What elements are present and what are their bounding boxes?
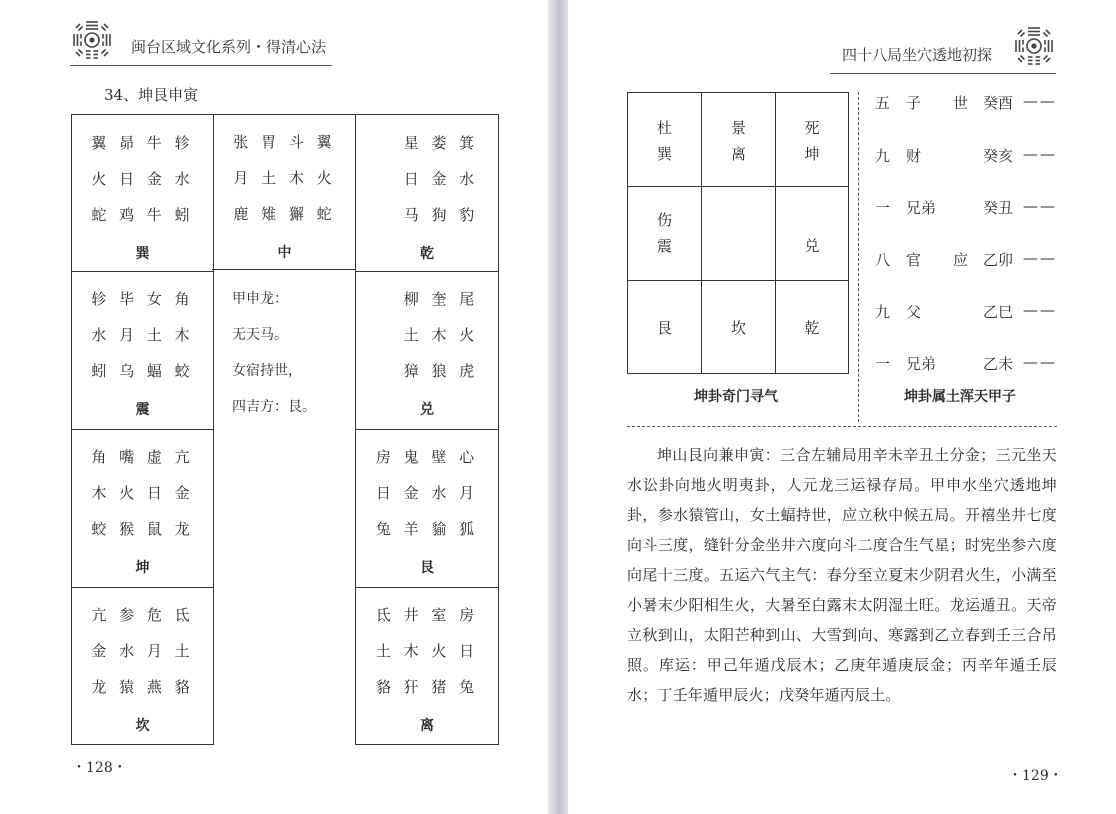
palace-cell-qian xyxy=(356,115,498,272)
mansion-line: 角 嘴 虚 亢 xyxy=(91,448,194,466)
palace-name: 乾 xyxy=(420,246,434,262)
dashed-divider-vertical xyxy=(858,92,859,422)
animal-line: 鹿 雉 獬 蛇 xyxy=(233,205,336,223)
header-rule-left xyxy=(70,65,332,66)
qimen-cell xyxy=(702,187,776,281)
animal-line: 獐 狼 虎 xyxy=(403,362,479,380)
qimen-cell: 艮 xyxy=(628,281,702,373)
mansion-line: 氐 井 室 房 xyxy=(375,606,479,624)
page-number-right: ・129・ xyxy=(1008,768,1063,784)
yao-caption: 坤卦属土浑天甲子 xyxy=(904,389,1016,405)
center-note-line: 女宿持世， xyxy=(232,363,302,379)
qimen-cell: 死 坤 xyxy=(776,93,848,187)
animal-line: 马 狗 豹 xyxy=(403,206,479,224)
center-note-line: 甲申龙： xyxy=(232,291,288,307)
palace-cell-kun xyxy=(72,430,213,588)
palace-cell-xun xyxy=(72,115,213,272)
palace-cell-gen xyxy=(356,430,498,588)
yao-row: 一 兄弟 癸丑 —— xyxy=(875,197,1057,217)
palace-name: 兑 xyxy=(420,402,434,418)
element-line: 火 日 金 水 xyxy=(91,170,194,188)
element-line: 月 土 木 火 xyxy=(233,169,336,187)
center-note-line: 无天马。 xyxy=(232,327,288,343)
header-rule-right xyxy=(830,73,1056,74)
page-number-left: ・128・ xyxy=(72,760,127,776)
mansion-line: 柳 奎 尾 xyxy=(403,290,479,308)
palace-name: 艮 xyxy=(420,560,434,576)
yao-row: 九 父 乙巳 —— xyxy=(875,301,1057,321)
animal-line: 兔 羊 貐 狐 xyxy=(375,520,479,538)
element-line: 水 月 土 木 xyxy=(91,326,194,344)
section-title: 34、坤艮申寅 xyxy=(104,86,199,104)
nine-palace-left-column xyxy=(71,114,214,745)
element-line: 日 金 水 xyxy=(403,170,479,188)
dashed-divider-horizontal xyxy=(627,426,1057,427)
animal-line: 蛟 猴 鼠 龙 xyxy=(91,520,194,538)
animal-line: 蚓 乌 蝠 蛟 xyxy=(91,362,194,380)
qimen-cell: 景 离 xyxy=(702,93,776,187)
palace-cell-center xyxy=(212,114,357,270)
left-page xyxy=(0,0,548,814)
center-note-line: 四吉方：艮。 xyxy=(232,399,316,415)
qimen-cell: 杜 巽 xyxy=(628,93,702,187)
palace-name: 中 xyxy=(277,245,292,261)
yao-row: 九 财 癸亥 —— xyxy=(875,145,1057,165)
book-gutter xyxy=(548,0,568,814)
bagua-trigram-icon xyxy=(1012,24,1056,68)
qimen-cell: 伤 震 xyxy=(628,187,702,281)
animal-line: 貉 犴 猪 兔 xyxy=(375,678,479,696)
element-line: 金 水 月 土 xyxy=(91,642,194,660)
yao-row: 五 子 世 癸酉 —— xyxy=(875,92,1057,112)
palace-cell-kan xyxy=(72,588,213,744)
qimen-cell: 坎 xyxy=(702,281,776,373)
qimen-cell: 乾 xyxy=(804,319,820,337)
animal-line: 蛇 鸡 牛 蚓 xyxy=(91,206,194,224)
element-line: 土 木 火 xyxy=(403,326,479,344)
running-header-right: 四十八局坐穴透地初探 xyxy=(842,46,993,64)
qimen-grid xyxy=(627,92,849,374)
palace-name: 震 xyxy=(135,402,150,418)
palace-name: 巽 xyxy=(135,246,150,262)
bagua-trigram-icon xyxy=(70,18,114,62)
mansion-line: 亢 参 危 氐 xyxy=(91,606,194,624)
yao-row: 一 兄弟 乙未 —— xyxy=(875,353,1057,373)
qimen-caption: 坤卦奇门寻气 xyxy=(694,389,778,405)
yao-row: 八 官 应 乙卯 —— xyxy=(875,249,1057,269)
mansion-line: 轸 毕 女 角 xyxy=(91,290,194,308)
element-line: 日 金 水 月 xyxy=(375,484,479,502)
element-line: 木 火 日 金 xyxy=(91,484,194,502)
element-line: 土 木 火 日 xyxy=(375,642,479,660)
mansion-line: 翼 昴 牛 轸 xyxy=(91,134,194,152)
nine-palace-right-column xyxy=(355,114,499,745)
mansion-line: 张 胃 斗 翼 xyxy=(233,133,336,151)
running-header-left: 闽台区域文化系列・得清心法 xyxy=(131,38,327,56)
qimen-cell: 兑 xyxy=(776,187,848,281)
palace-name: 坤 xyxy=(135,560,150,576)
palace-cell-dui xyxy=(356,272,498,430)
body-paragraph: 坤山艮向兼申寅：三合左辅局用辛未辛丑土分金；三元坐天水讼卦向地火明夷卦，人元龙三运禄存局。甲申水坐穴透地坤卦，参水猿管山，女土蝠持世，应立秋中候五局。开禧坐井七度向斗三度，缝针分金坐井六度向斗二度合生气星；时宪坐参六度向尾十三度。五运六气主气：春分至立夏末少阴君火生，小满至小暑末少阳相生火，大暑至白露末太阴湿土旺。龙运遁丑。天帝立秋到山，太阳芒种到山、大雪到向、寒露到乙立春到壬三合吊照。库运：甲己年遁戊辰木；乙庚年遁庚辰金；丙辛年遁壬辰水；丁壬年遁甲辰火；戊癸年遁丙辰土。 xyxy=(627,446,1057,704)
palace-name: 坎 xyxy=(135,718,150,734)
palace-name: 离 xyxy=(420,718,434,734)
animal-line: 龙 猿 燕 貉 xyxy=(91,678,194,696)
mansion-line: 星 娄 箕 xyxy=(403,134,479,152)
palace-cell-li xyxy=(356,588,498,744)
mansion-line: 房 鬼 壁 心 xyxy=(375,448,479,466)
palace-cell-zhen xyxy=(72,272,213,430)
